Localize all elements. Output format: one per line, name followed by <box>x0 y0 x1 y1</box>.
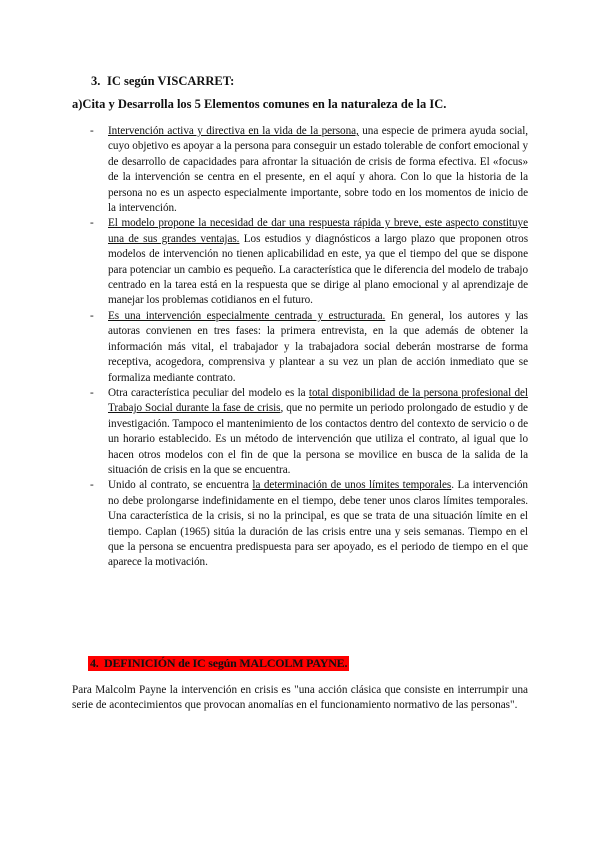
item-text: una especie de primera ayuda social, cuyo objetivo es apoyar a la persona para conseguir un estado tolerable de confort emocional y de desarrollo de capacidades para afrontar la situación de crisis de forma efectiva. El «focus» de la intervención se centra en el presente, en el aquí y ahora. Con lo que la historia de la persona no es un aspecto especialmente importante, sobre todo en los momentos de inicio de la intervención. <box>108 125 528 215</box>
item-underlined-text: la determinación de unos límites temporales <box>252 479 452 492</box>
item-text: . La intervención no debe prolongarse indefinidamente en el tiempo, debe tener unos claros límites temporales. Una característica de la crisis, si no la principal, es que se trata de una situación límite en el tiempo. Caplan (1965) sitúa la duración de las crisis entre una y seis semanas. Tiempo en el que la persona se encuentra predispuesta para ser apoyado, es el periodo de tiempo en el que aparece la motivación. <box>108 479 528 569</box>
bullet-dash: - <box>90 217 94 230</box>
section-subtitle: a)Cita y Desarrolla los 5 Elementos comunes en la naturaleza de la IC. <box>72 97 447 111</box>
item-prefix-text: Unido al contrato, se encuentra <box>108 479 253 492</box>
section-4-number: 4. <box>90 656 99 670</box>
item-underlined-text: total disponibilidad de la persona profesional del Trabajo Social durante la fase de crisis <box>108 386 528 415</box>
item-underlined-text: El modelo propone la necesidad de dar una respuesta rápida y breve, este aspecto constituye una de sus grandes ventajas. <box>108 217 528 245</box>
section-4-heading <box>88 656 349 671</box>
list-item <box>90 124 528 216</box>
item-underlined-text: Es una intervención especialmente centrada y estructurada. <box>108 309 386 322</box>
item-underlined-text: Intervención activa y directiva en la vida de la persona, <box>108 125 359 137</box>
section-3-title: IC según VISCARRET: <box>107 74 235 88</box>
list-item <box>90 309 528 386</box>
item-text: , que no permite un periodo prolongado de estudio y de investigación. Tampoco el mantenimiento de los contactos dentro del contexto de servicio o de un horario establecido. Es un método de intervención que utiliza el contrato, al igual que lo hacen otros modelos con el fin de que la persona se movilice en busca de la salida de la situación de crisis en la que se encuentra. <box>108 402 528 476</box>
section-3-number: 3. <box>91 74 101 88</box>
list-item <box>90 478 528 570</box>
item-prefix-text: Otra característica peculiar del modelo es la <box>108 386 309 399</box>
list-item <box>90 216 528 308</box>
bullet-dash: - <box>90 386 94 399</box>
bullet-dash: - <box>90 479 94 492</box>
item-text: Los estudios y diagnósticos a largo plazo que proponen otros modelos de intervención no tienen aplicabilidad en este, ya que el tiempo del que se dispone para potenciar un cambio es pequeño. La característica que le diferencia del modelo de trabajo centrado en la tarea está en la respuesta que se dirige al plano emocional y al aprendizaje de manejar los problemas cotidianos en el futuro. <box>108 232 529 307</box>
bullet-dash: - <box>90 309 94 322</box>
list-item <box>90 386 528 478</box>
elements-list <box>90 124 528 571</box>
section-4-title: DEFINICIÓN de IC según MALCOLM PAYNE. <box>104 656 348 670</box>
bullet-dash: - <box>90 125 94 137</box>
payne-definition-paragraph: Para Malcolm Payne la intervención en crisis es "una acción clásica que consiste en interrumpir una serie de acontecimientos que provocan anomalías en el funcionamiento normativo de las personas". <box>72 684 528 712</box>
item-text: En general, los autores y las autoras convienen en tres fases: la primera entrevista, en la que además de obtener la información más vital, el trabajador y la trabajadora social deberán mostrarse de forma receptiva, acogedora, comprensiva y plantear a su vez un plan de acción inmediato que se formaliza mediante contrato. <box>108 309 528 384</box>
section-3-heading <box>91 74 234 89</box>
